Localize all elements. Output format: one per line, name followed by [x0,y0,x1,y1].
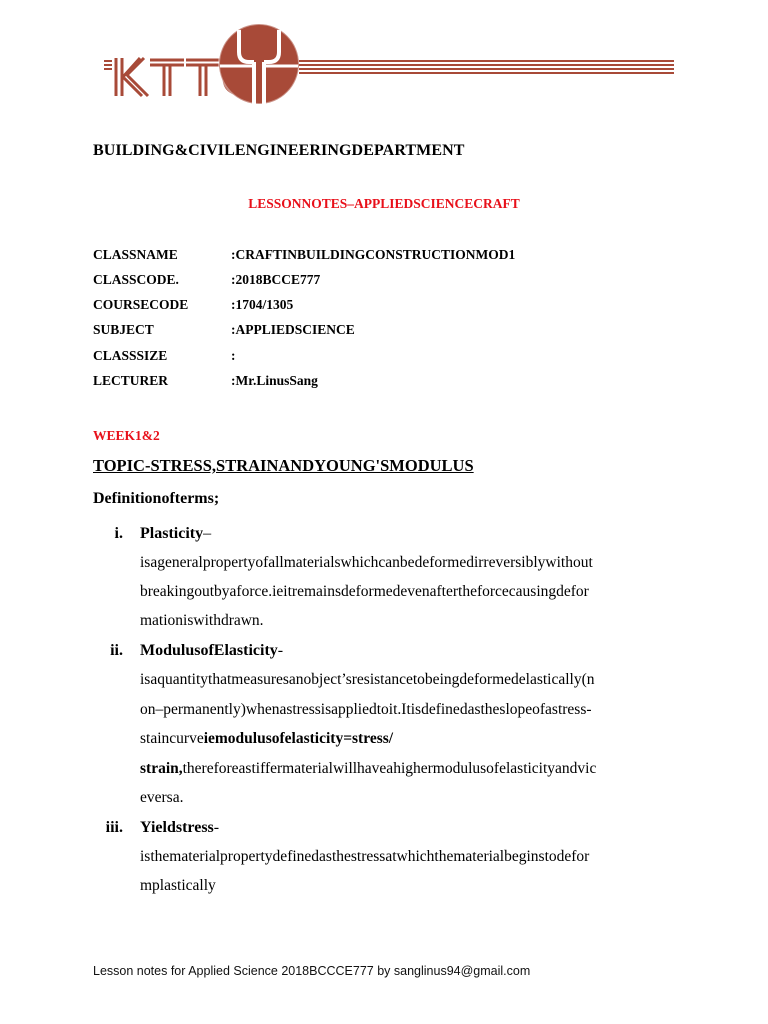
item-line-bold: strain, [140,760,183,777]
item-term: ModulusofElasticity [140,642,278,659]
logo-stripes-right [299,60,674,74]
info-value: :CRAFTINBUILDINGCONSTRUCTIONMOD1 [231,247,516,262]
info-value: :1704/1305 [231,297,294,312]
item-number: ii. [110,642,123,659]
item-line: mplastically [140,877,216,894]
info-label: SUBJECT [93,322,154,337]
info-value: :Mr.LinusSang [231,373,318,388]
item-term: Plasticity [140,525,204,542]
item-separator: - [277,642,284,659]
info-value: :APPLIEDSCIENCE [231,322,355,337]
item-line [140,760,596,778]
info-value: :2018BCCE777 [231,272,321,287]
info-label: CLASSSIZE [93,348,168,363]
info-label: CLASSCODE. [93,272,179,287]
item-separator: - [213,819,220,836]
item-line: isaquantitythatmeasuresanobject’sresistancetobeingdeformedelastically(n [140,671,595,688]
logo-emblem [219,24,299,104]
item-line: isthematerialpropertydefinedasthestressatwhichthematerialbeginstodefor [140,848,590,865]
topic-heading: TOPIC-STRESS,STRAINANDYOUNG'SMODULUS [93,456,474,475]
week-heading: WEEK1&2 [93,428,160,443]
info-value: : [231,348,236,363]
info-label: CLASSNAME [93,247,178,262]
page-footer: Lesson notes for Applied Science 2018BCCCE777 by sanglinus94@gmail.com [93,964,531,978]
item-line: mationiswithdrawn. [140,612,264,629]
item-number: i. [114,525,123,542]
info-label: LECTURER [93,373,169,388]
item-line [140,730,393,748]
item-heading [140,819,219,837]
logo-stripes-left [104,60,112,70]
info-label: COURSECODE [93,297,189,312]
item-heading [140,642,283,660]
item-number: iii. [105,819,123,836]
item-line-plain: thereforeastiffermaterialwillhaveahighermodulusofelasticityandvic [182,760,597,777]
item-heading [140,525,211,543]
department-heading: BUILDING&CIVILENGINEERINGDEPARTMENT [93,142,465,159]
item-separator: – [203,525,212,542]
item-term: Yieldstress [140,819,214,836]
item-line-plain: staincurve [140,730,204,747]
definitions-heading: Definitionofterms; [93,490,220,507]
item-line: breakingoutbyaforce.ieitremainsdeformedevenaftertheforcecausingdefor [140,583,589,600]
item-line-bold: iemodulusofelasticity=stress/ [203,730,394,747]
item-line: isageneralpropertyofallmaterialswhichcanbedeformedirreversiblywithout [140,554,593,571]
item-line: eversa. [140,789,184,806]
item-line: on–permanently)whenastressisappliedtoit.Itisdefinedastheslopeofastress- [140,701,592,718]
kttc-logo [104,22,674,108]
lesson-title: LESSONNOTES–APPLIEDSCIENCECRAFT [248,196,520,211]
